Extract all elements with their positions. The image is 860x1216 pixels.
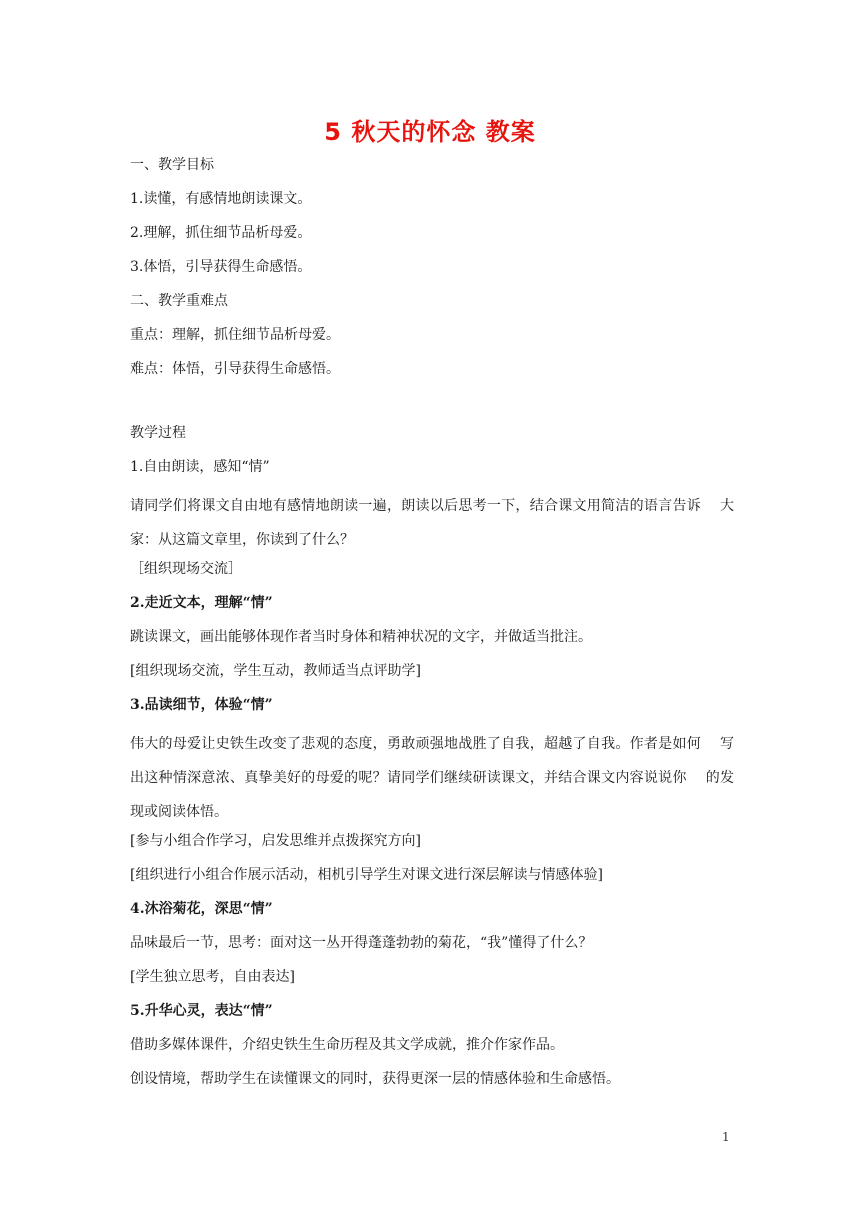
step3-note-1: [参与小组合作学习，启发思维并点拨探究方向] [130, 833, 421, 849]
step1-heading: 1.自由朗读，感知“情” [130, 459, 270, 475]
step4-note: [学生独立思考，自由表达] [130, 969, 295, 985]
step3-heading: 3.品读细节，体验“情” [130, 697, 273, 713]
process-heading: 教学过程 [130, 425, 186, 441]
spacer [130, 391, 734, 421]
objective-2: 2.理解，抓住细节品析母爱。 [130, 225, 312, 241]
step4-heading: 4.沐浴菊花，深思“情” [130, 901, 273, 917]
keypoint: 重点：理解，抓住细节品析母爱。 [130, 327, 340, 343]
step4-text: 品味最后一节，思考：面对这一丛开得蓬蓬勃勃的菊花，“我”懂得了什么？ [130, 935, 593, 951]
keypoints-heading: 二、教学重难点 [130, 293, 228, 309]
difficulty: 难点：体悟，引导获得生命感悟。 [130, 361, 340, 377]
objectives-heading: 一、教学目标 [130, 157, 214, 173]
step2-note: [组织现场交流，学生互动，教师适当点评助学] [130, 663, 421, 679]
step3-note-2: [组织进行小组合作展示活动，相机引导学生对课文进行深层解读与情感体验] [130, 867, 603, 883]
step3-text: 伟大的母爱让史铁生改变了悲观的态度，勇敢顽强地战胜了自我，超越了自我。作者是如何 写出这种情深意浓、真挚美好的母爱的呢？请同学们继续研读课文，并结合课文内容说说你 的发现或阅读体悟。 [130, 736, 734, 820]
step5-heading: 5.升华心灵，表达“情” [130, 1003, 273, 1019]
document-body [130, 153, 734, 1101]
document-title: 5 秋天的怀念 教案 [324, 118, 536, 146]
step1-text: 请同学们将课文自由地有感情地朗读一遍，朗读以后思考一下，结合课文用简洁的语言告诉 大家：从这篇文章里，你读到了什么？ [130, 498, 734, 548]
step2-text: 跳读课文，画出能够体现作者当时身体和精神状况的文字，并做适当批注。 [130, 629, 592, 645]
step5-text-2: 创设情境，帮助学生在读懂课文的同时，获得更深一层的情感体验和生命感悟。 [130, 1071, 620, 1087]
step2-heading: 2.走近文本，理解“情” [130, 595, 273, 611]
step5-text-1: 借助多媒体课件，介绍史铁生生命历程及其文学成就，推介作家作品。 [130, 1037, 564, 1053]
page-number: 1 [722, 1130, 730, 1144]
step1-note: ［组织现场交流］ [130, 561, 242, 577]
objective-1: 1.读懂，有感情地朗读课文。 [130, 191, 312, 207]
objective-3: 3.体悟，引导获得生命感悟。 [130, 259, 312, 275]
